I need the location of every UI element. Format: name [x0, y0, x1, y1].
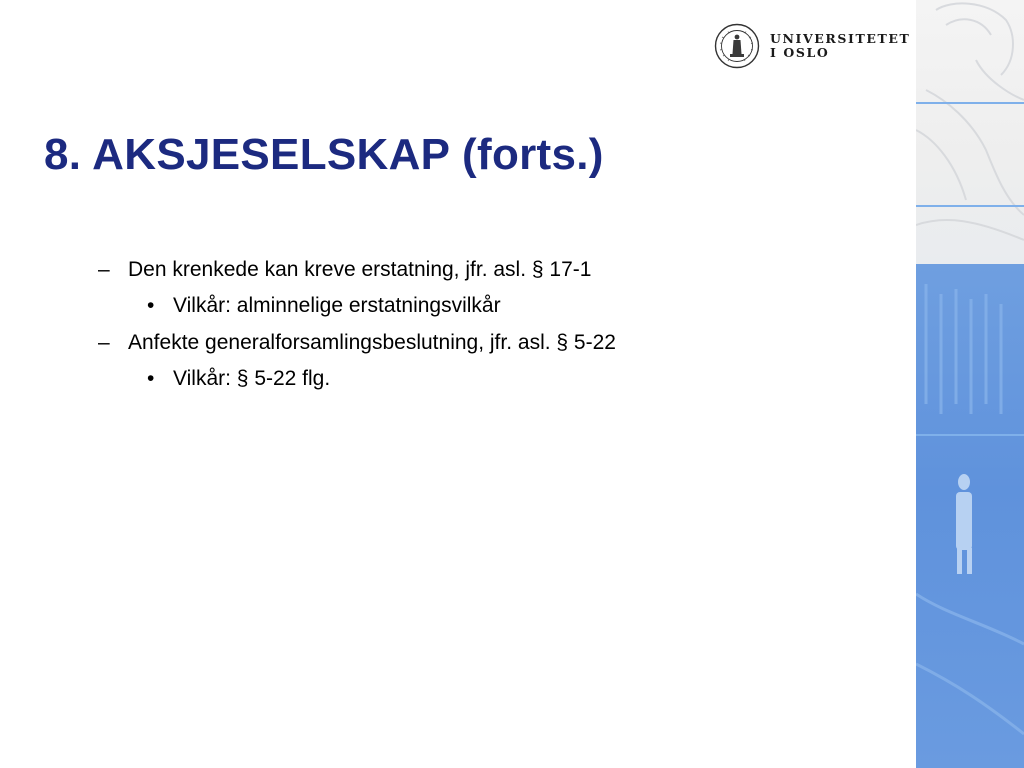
slide-title: 8. AKSJESELSKAP (forts.): [44, 130, 604, 179]
side-panel-bottom: [916, 264, 1024, 768]
dot-marker: •: [147, 367, 155, 390]
bullet-item: [98, 258, 592, 282]
university-logo: [714, 22, 910, 70]
logo-line-2: I OSLO: [770, 45, 830, 60]
side-panel-top: [916, 0, 1024, 264]
bullet-text: Vilkår: § 5-22 flg.: [173, 367, 331, 390]
dot-marker: •: [147, 294, 155, 317]
bullet-item: [98, 331, 616, 355]
logo-wordmark: [770, 32, 910, 60]
dash-marker: –: [98, 331, 110, 354]
logo-line-1: UNIVERSITETET: [770, 31, 911, 46]
university-seal-icon: [714, 23, 760, 69]
bullet-text: Vilkår: alminnelige erstatningsvilkår: [173, 294, 501, 317]
statue-relief-image: [916, 0, 1024, 264]
side-panel-rule: [916, 102, 1024, 104]
decorative-side-panel: [916, 0, 1024, 768]
dash-marker: –: [98, 258, 110, 281]
statue-figure-image: [916, 264, 1024, 768]
bullet-text: Den krenkede kan kreve erstatning, jfr. asl. § 17-1: [128, 258, 592, 281]
side-panel-rule: [916, 434, 1024, 436]
side-panel-rule: [916, 205, 1024, 207]
bullet-text: Anfekte generalforsamlingsbeslutning, jfr. asl. § 5-22: [128, 331, 616, 354]
sub-bullet-item: [147, 294, 501, 318]
sub-bullet-item: [147, 367, 331, 391]
